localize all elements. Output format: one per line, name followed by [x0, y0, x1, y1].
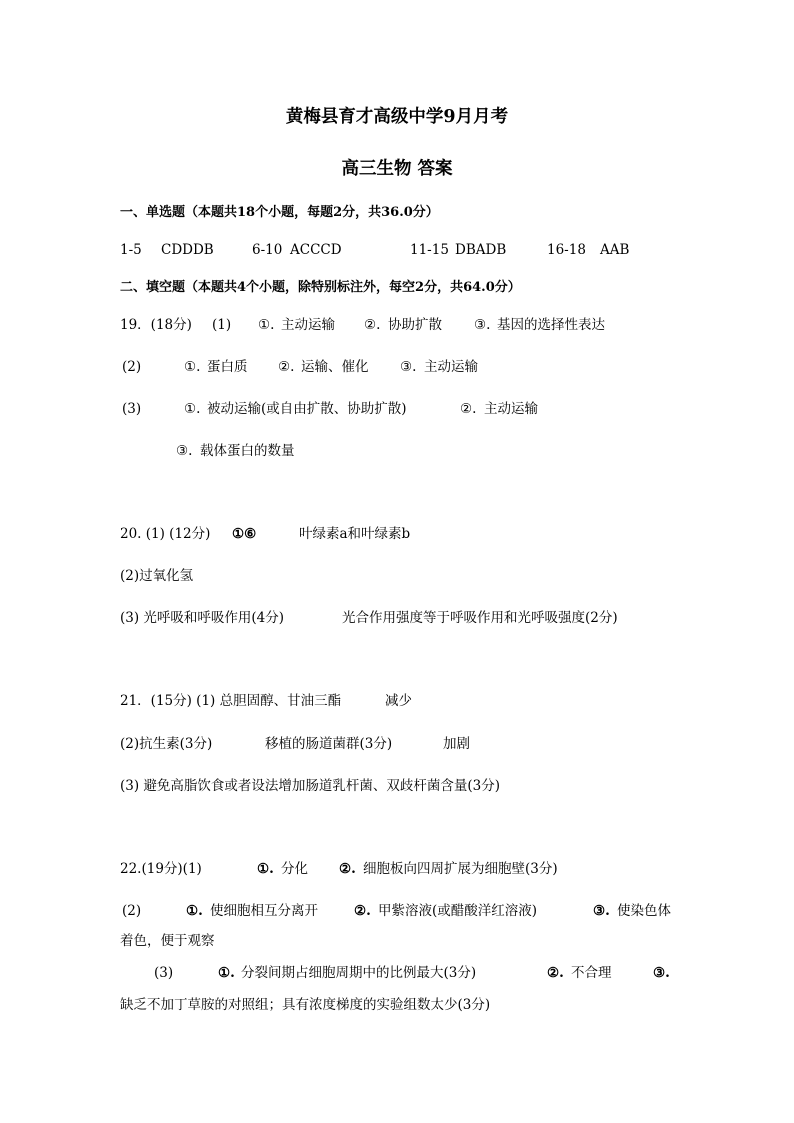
answer-text: 运输、催化 [301, 359, 369, 375]
answer-mark: ③. [400, 359, 417, 375]
answer-text: 光合作用强度等于呼吸作用和光呼吸强度(2分) [342, 610, 618, 626]
q22-part-num: (3) [154, 965, 174, 981]
answer-text: 甲紫溶液(或醋酸洋红溶液) [378, 903, 538, 919]
answer-mark: ①. [258, 317, 275, 333]
answer-key: ACCCD [290, 242, 342, 258]
answer-mark: ①. [257, 861, 274, 877]
q19-part-num: (3) [122, 401, 142, 417]
answer-range: 6-10 [252, 242, 283, 258]
q22-part-num: (2) [122, 903, 142, 919]
answer-text: 协助扩散 [388, 317, 442, 333]
answer-text: (3) 光呼吸和呼吸作用(4分) [120, 610, 285, 626]
q20-label: 20. (1) (12分) [120, 526, 211, 542]
answer-text: (2)过氧化氢 [120, 568, 194, 584]
answer-mark: ③. [176, 443, 193, 459]
answer-text: 主动运输 [424, 359, 478, 375]
page-title: 黄梅县育才高级中学9月月考 [285, 107, 509, 127]
answer-mark: ②. [354, 903, 371, 919]
answer-text: 减少 [385, 693, 412, 709]
answer-text: (2)抗生素(3分) [120, 736, 213, 752]
answer-mark: ①⑥ [232, 526, 257, 542]
answer-key: AAB [600, 242, 630, 258]
answer-mark: ②. [460, 401, 477, 417]
answer-range: 16-18 [547, 242, 586, 258]
page-subtitle: 高三生物 答案 [341, 159, 453, 179]
answer-text: 载体蛋白的数量 [200, 443, 295, 459]
answer-text: 使染色体 [617, 903, 671, 919]
answer-text: 分化 [281, 861, 308, 877]
answer-mark: ①. [218, 965, 235, 981]
answer-mark: ③. [474, 317, 491, 333]
answer-text: 不合理 [571, 965, 612, 981]
answer-text: (3) 避免高脂饮食或者设法增加肠道乳杆菌、双歧杆菌含量(3分) [120, 778, 501, 794]
answer-mark: ②. [339, 861, 356, 877]
answer-text: 缺乏不加丁草胺的对照组；具有浓度梯度的实验组数太少(3分) [120, 997, 491, 1013]
answer-key: DBADB [455, 242, 507, 258]
section2-heading: 二、填空题（本题共4个小题，除特别标注外，每空2分，共64.0分） [120, 280, 521, 295]
answer-text: 使细胞相互分离开 [210, 903, 318, 919]
answer-text: 移植的肠道菌群(3分) [265, 736, 393, 752]
answer-mark: ③. [593, 903, 610, 919]
section1-heading: 一、单选题（本题共18个小题，每题2分，共36.0分） [120, 205, 439, 220]
answer-text: 蛋白质 [207, 359, 248, 375]
q19-part-num: (2) [122, 359, 142, 375]
answer-text: 着色，便于观察 [120, 933, 215, 949]
answer-mark: ①. [186, 903, 203, 919]
answer-mark: ②. [364, 317, 381, 333]
answer-range: 11-15 [410, 242, 449, 258]
answer-key: CDDDB [161, 242, 214, 258]
q19-label: 19．(18分) [120, 317, 192, 333]
answer-mark: ①. [184, 401, 201, 417]
q22-label: 22.(19分)(1) [120, 861, 202, 877]
q19-part-num: (1) [212, 317, 232, 333]
answer-mark: ②. [547, 965, 564, 981]
answer-mark: ③. [653, 965, 670, 981]
answer-text: 基因的选择性表达 [497, 317, 605, 333]
answer-text: 被动运输(或自由扩散、协助扩散) [207, 401, 407, 417]
answer-text: 叶绿素a和叶绿素b [299, 526, 411, 542]
answer-text: 细胞板向四周扩展为细胞壁(3分) [363, 861, 558, 877]
q21-label: 21．(15分) (1) 总胆固醇、甘油三酯 [120, 693, 342, 709]
answer-text: 主动运输 [484, 401, 538, 417]
answer-text: 主动运输 [281, 317, 335, 333]
answer-text: 加剧 [443, 736, 470, 752]
answer-range: 1-5 [120, 242, 142, 258]
answer-mark: ②. [278, 359, 295, 375]
answer-text: 分裂间期占细胞周期中的比例最大(3分) [241, 965, 477, 981]
answer-mark: ①. [184, 359, 201, 375]
